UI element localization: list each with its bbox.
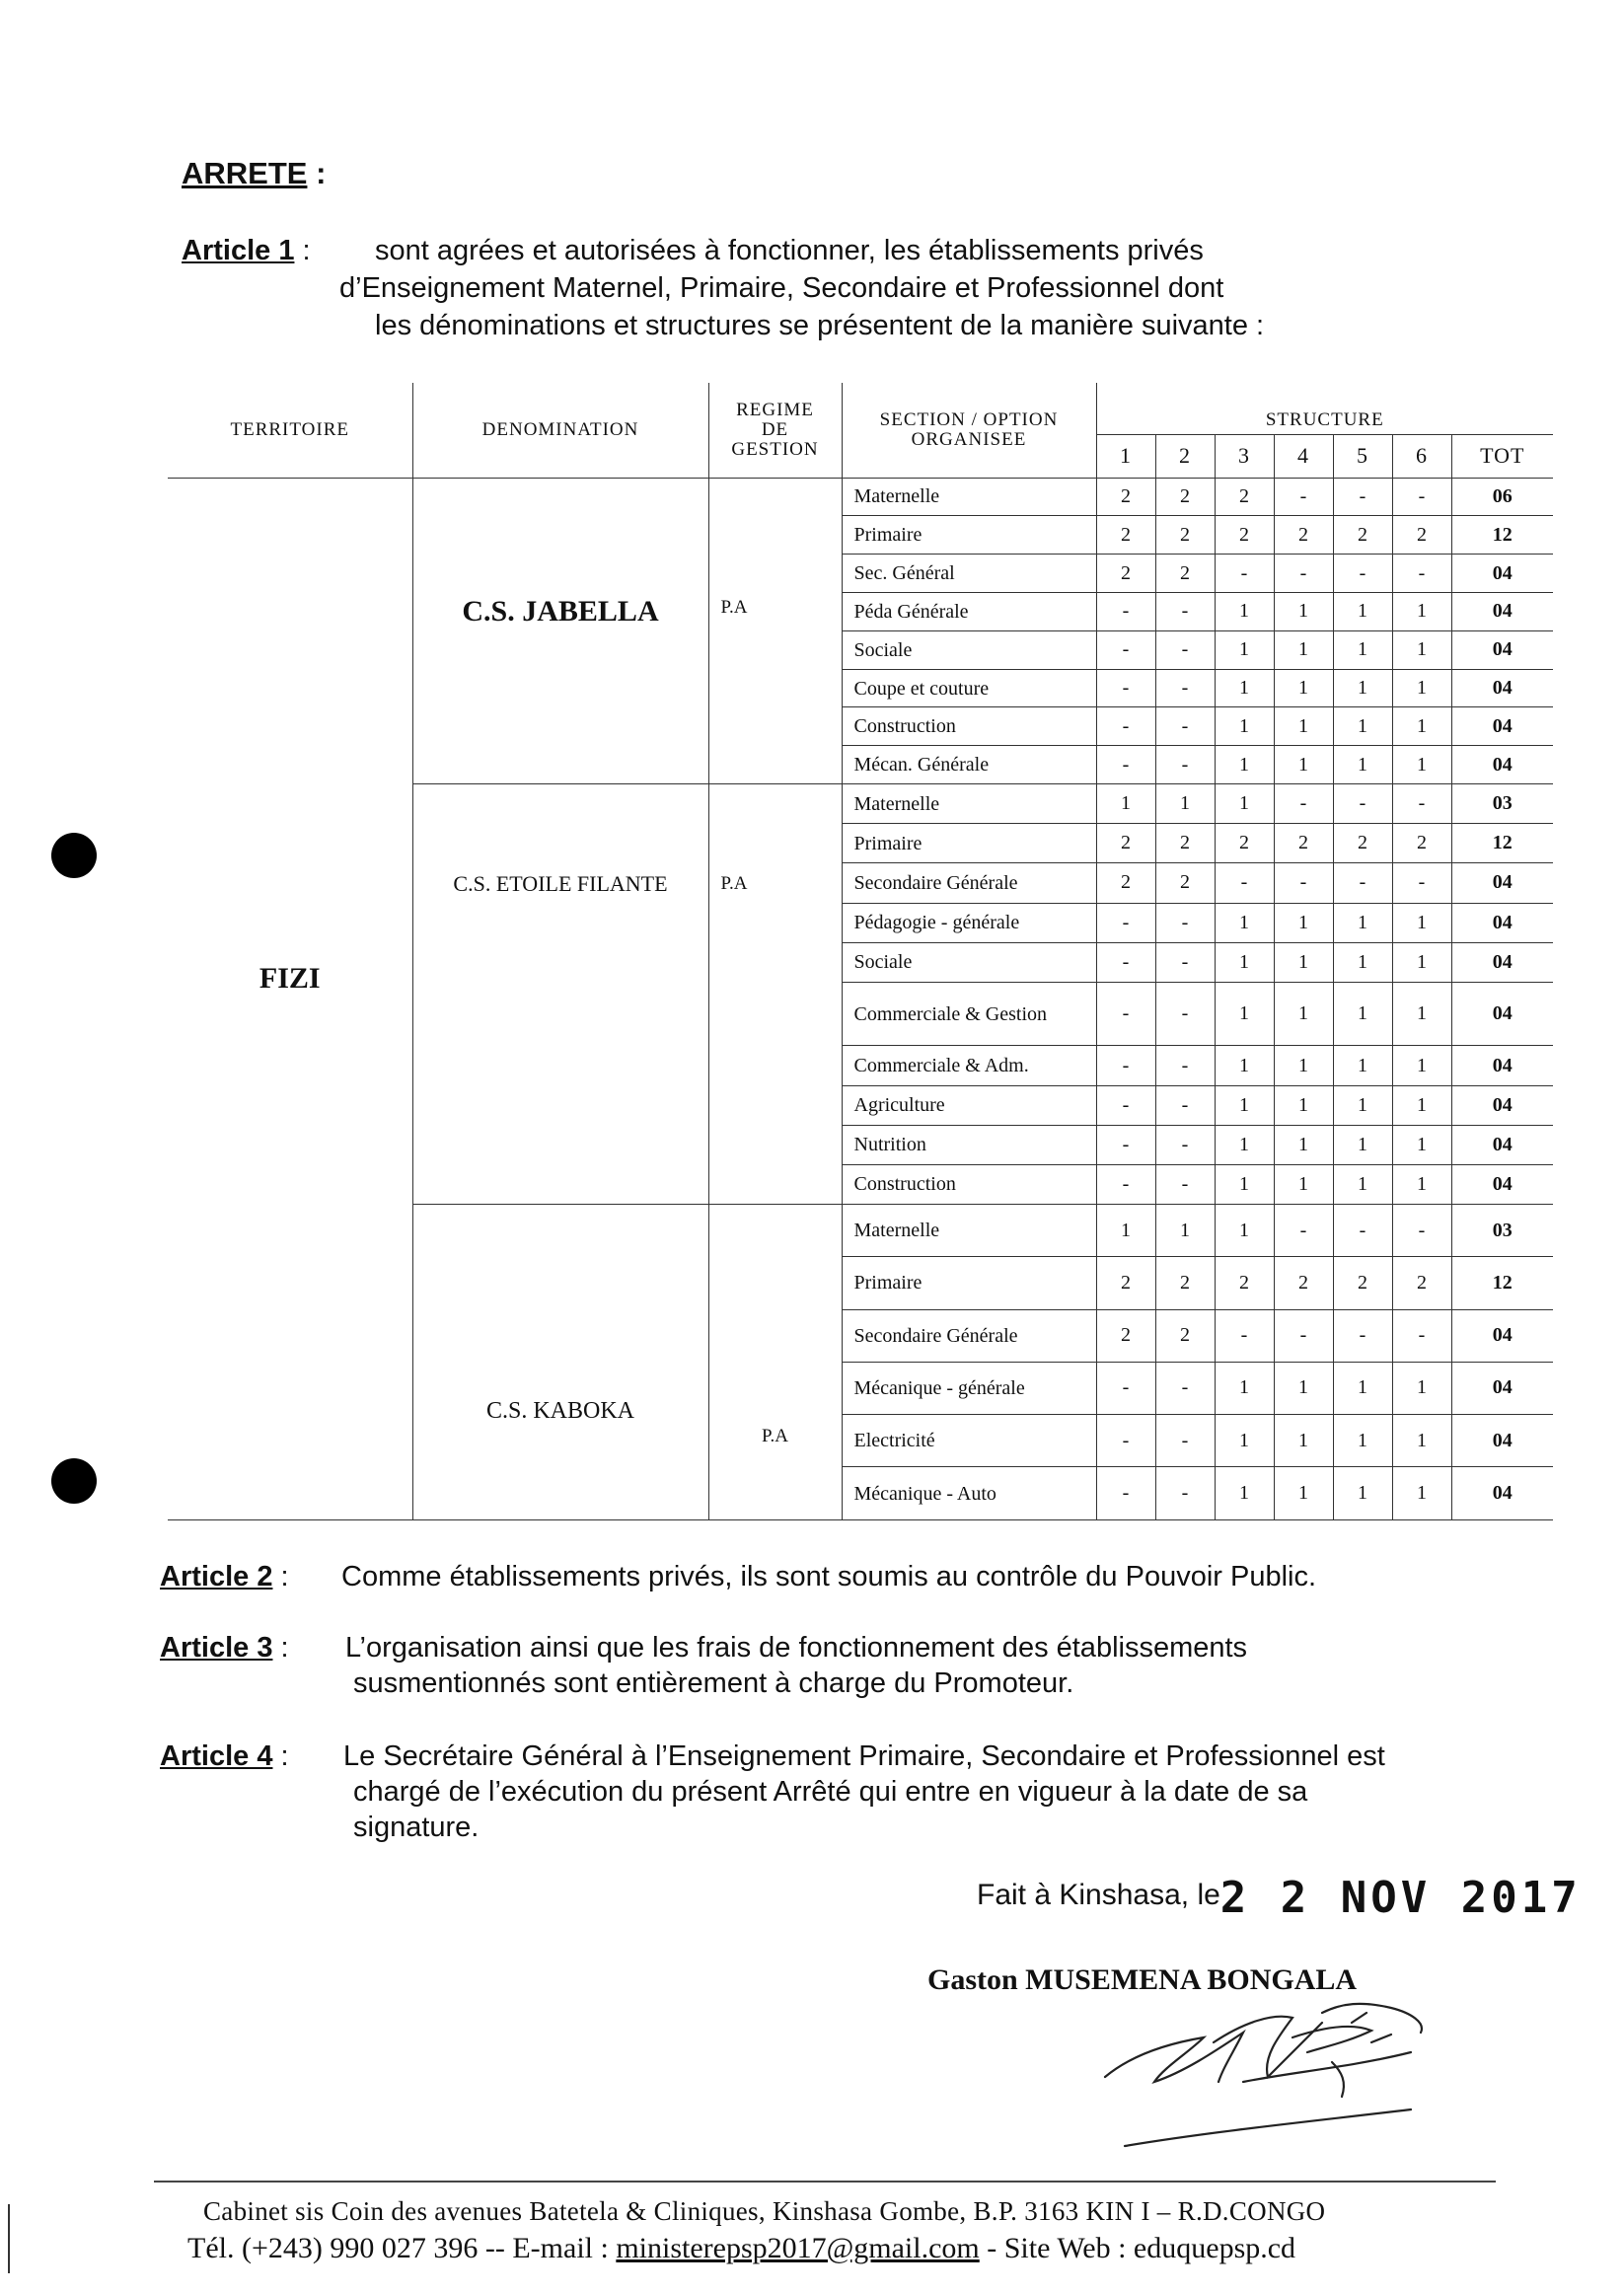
structure-value-cell: 1 [1392,1046,1451,1085]
structure-value-cell: 1 [1392,1164,1451,1204]
structure-value-cell: - [1155,1362,1215,1414]
structure-value-cell: 1 [1215,669,1274,707]
total-cell: 04 [1451,903,1553,942]
structure-value-cell: 1 [1215,1415,1274,1467]
structure-value-cell: 1 [1215,982,1274,1046]
footer-address: Cabinet sis Coin des avenues Batetela & Cliniques, Kinshasa Gombe, B.P. 3163 KIN I – R.D.CONGO [203,2196,1326,2226]
structure-value-cell: 1 [1274,1085,1333,1125]
section-option-cell: Mécanique - Auto [842,1467,1096,1520]
structure-value-cell: - [1274,1309,1333,1362]
article-4-line: chargé de l’exécution du présent Arrêté qui entre en vigueur à la date de sa [353,1776,1308,1808]
header-territoire: TERRITOIRE [168,383,412,478]
regime-cell [708,784,842,1205]
structure-value-cell: - [1155,1415,1215,1467]
structure-value-cell: - [1333,863,1392,903]
structure-value-cell: 1 [1274,1362,1333,1414]
structure-value-cell: 1 [1392,1467,1451,1520]
structure-value-cell: 1 [1274,707,1333,746]
structure-value-cell: 1 [1215,903,1274,942]
article-4-line: signature. [353,1812,480,1843]
structure-value-cell: 2 [1333,824,1392,863]
header-regime: REGIME DE GESTION [708,383,842,478]
article-4 [160,1739,1472,1857]
article-1-line: les dénominations et structures se présentent de la manière suivante : [375,310,1265,341]
section-option-cell: Sociale [842,630,1096,669]
article-3 [160,1630,1472,1709]
structure-value-cell: 1 [1274,903,1333,942]
header-col-3: 3 [1215,434,1274,478]
section-option-cell: Primaire [842,516,1096,555]
structure-value-cell: 2 [1392,516,1451,555]
article-2-label: Article 2 : [160,1561,289,1592]
structure-value-cell: - [1155,1467,1215,1520]
total-cell: 04 [1451,982,1553,1046]
section-option-cell: Secondaire Générale [842,1309,1096,1362]
total-cell: 04 [1451,746,1553,784]
structure-value-cell: 1 [1274,630,1333,669]
structure-value-cell: 1 [1333,669,1392,707]
structure-value-cell: 1 [1392,707,1451,746]
structure-value-cell: 2 [1155,555,1215,593]
structure-value-cell: - [1155,746,1215,784]
structure-value-cell: - [1333,478,1392,516]
structure-value-cell: 1 [1392,1125,1451,1164]
section-option-cell: Secondaire Générale [842,863,1096,903]
structure-value-cell: 1 [1333,982,1392,1046]
section-option-cell: Pédagogie - générale [842,903,1096,942]
structure-value-cell: 1 [1215,630,1274,669]
header-col-2: 2 [1155,434,1215,478]
structure-value-cell: - [1155,1085,1215,1125]
article-3-line: L’organisation ainsi que les frais de fonctionnement des établissements [345,1632,1248,1664]
structure-value-cell: 2 [1215,478,1274,516]
heading-suffix: : [307,156,327,190]
article-1-label: Article 1 : [182,235,311,266]
structure-value-cell: - [1392,478,1451,516]
footer-contact [187,2232,1295,2265]
section-option-cell: Mécanique - générale [842,1362,1096,1414]
structure-value-cell: - [1096,982,1155,1046]
structure-value-cell: 1 [1215,1085,1274,1125]
section-option-cell: Sec. Général [842,555,1096,593]
structure-value-cell: - [1274,784,1333,824]
structure-value-cell: 1 [1392,1362,1451,1414]
structure-value-cell: 1 [1392,942,1451,982]
structure-value-cell: 1 [1274,592,1333,630]
header-section: SECTION / OPTION ORGANISEE [842,383,1096,478]
structure-value-cell: - [1274,478,1333,516]
territory-cell: FIZI [168,478,412,1520]
total-cell: 04 [1451,1046,1553,1085]
structure-value-cell: 1 [1274,982,1333,1046]
article-4-label: Article 4 : [160,1740,289,1772]
header-denomination: DENOMINATION [412,383,708,478]
regime-cell [708,1204,842,1519]
structure-value-cell: 1 [1333,1467,1392,1520]
total-cell: 04 [1451,1362,1553,1414]
structure-value-cell: 2 [1215,516,1274,555]
structure-value-cell: 1 [1215,592,1274,630]
section-option-cell: Nutrition [842,1125,1096,1164]
total-cell: 04 [1451,1164,1553,1204]
section-option-cell: Mécan. Générale [842,746,1096,784]
article-2 [160,1559,1472,1598]
school-name: C.S. ETOILE FILANTE [453,871,668,897]
section-option-cell: Construction [842,1164,1096,1204]
structure-value-cell: 2 [1155,1257,1215,1309]
structure-value-cell: - [1155,1125,1215,1164]
total-cell: 04 [1451,942,1553,982]
structure-value-cell: 2 [1274,824,1333,863]
header-col-4: 4 [1274,434,1333,478]
structure-value-cell: 1 [1392,982,1451,1046]
article-1-line: d’Enseignement Maternel, Primaire, Secondaire et Professionnel dont [339,272,1224,304]
article-1 [182,233,1464,351]
structure-value-cell: - [1096,1125,1155,1164]
total-cell: 04 [1451,1085,1553,1125]
structure-value-cell: 2 [1096,555,1155,593]
structure-value-cell: - [1392,555,1451,593]
school-name-cell [412,1204,708,1519]
total-cell: 04 [1451,1467,1553,1520]
structure-value-cell: - [1155,707,1215,746]
structure-value-cell: 1 [1333,1085,1392,1125]
structure-value-cell: 2 [1096,1257,1155,1309]
total-cell: 12 [1451,516,1553,555]
structure-value-cell: - [1155,630,1215,669]
section-option-cell: Maternelle [842,1204,1096,1256]
structure-value-cell: 1 [1333,746,1392,784]
header-col-6: 6 [1392,434,1451,478]
structure-value-cell: - [1215,1309,1274,1362]
section-option-cell: Agriculture [842,1085,1096,1125]
structure-value-cell: 2 [1155,1309,1215,1362]
total-cell: 04 [1451,863,1553,903]
article-3-line: susmentionnés sont entièrement à charge du Promoteur. [353,1667,1074,1699]
structure-value-cell: 1 [1215,1046,1274,1085]
structure-value-cell: 1 [1274,1467,1333,1520]
signatory-name: Gaston MUSEMENA BONGALA [927,1963,1358,1996]
structure-value-cell: 1 [1215,746,1274,784]
structure-value-cell: - [1096,707,1155,746]
structure-value-cell: - [1333,555,1392,593]
structure-value-cell: 1 [1333,707,1392,746]
total-cell: 04 [1451,630,1553,669]
structure-value-cell: - [1096,669,1155,707]
structure-value-cell: 1 [1392,592,1451,630]
table-row [168,478,1553,516]
structure-value-cell: - [1096,1415,1155,1467]
schools-structure-table [168,383,1553,1520]
header-col-1: 1 [1096,434,1155,478]
structure-value-cell: 1 [1215,1164,1274,1204]
article-1-line: sont agrées et autorisées à fonctionner, les établissements privés [375,235,1204,266]
structure-value-cell: 1 [1215,1362,1274,1414]
structure-value-cell: - [1096,746,1155,784]
structure-value-cell: 2 [1096,478,1155,516]
header-structure: STRUCTURE [1096,383,1553,434]
structure-value-cell: 1 [1274,746,1333,784]
article-4-line: Le Secrétaire Général à l’Enseignement Primaire, Secondaire et Professionnel est [343,1740,1385,1772]
structure-value-cell: - [1392,784,1451,824]
structure-value-cell: 1 [1274,669,1333,707]
structure-value-cell: 1 [1215,1204,1274,1256]
structure-value-cell: 1 [1392,1415,1451,1467]
total-cell: 12 [1451,1257,1553,1309]
footer-divider [154,2181,1496,2183]
total-cell: 12 [1451,824,1553,863]
handwritten-signature [1095,1983,1470,2161]
structure-value-cell: 1 [1392,669,1451,707]
structure-value-cell: 1 [1333,592,1392,630]
structure-value-cell: 1 [1333,1046,1392,1085]
total-cell: 04 [1451,555,1553,593]
section-option-cell: Maternelle [842,478,1096,516]
section-option-cell: Coupe et couture [842,669,1096,707]
regime-value: P.A [762,1425,788,1446]
structure-value-cell: - [1215,555,1274,593]
structure-value-cell: - [1096,942,1155,982]
structure-value-cell: - [1215,863,1274,903]
structure-value-cell: 1 [1333,1125,1392,1164]
structure-value-cell: 1 [1096,1204,1155,1256]
article-2-text: Comme établissements privés, ils sont soumis au contrôle du Pouvoir Public. [341,1561,1317,1592]
structure-value-cell: 1 [1155,784,1215,824]
structure-value-cell: 1 [1274,1125,1333,1164]
structure-value-cell: - [1333,1204,1392,1256]
structure-value-cell: 2 [1096,824,1155,863]
structure-value-cell: 1 [1333,630,1392,669]
school-name: C.S. KABOKA [485,1397,635,1424]
structure-value-cell: 1 [1333,942,1392,982]
structure-value-cell: - [1155,1164,1215,1204]
structure-value-cell: 2 [1392,1257,1451,1309]
section-option-cell: Maternelle [842,784,1096,824]
section-option-cell: Péda Générale [842,592,1096,630]
decree-heading [182,156,326,191]
structure-value-cell: - [1333,1309,1392,1362]
structure-value-cell: - [1274,1204,1333,1256]
structure-value-cell: 1 [1155,1204,1215,1256]
header-col-5: 5 [1333,434,1392,478]
structure-value-cell: - [1155,592,1215,630]
structure-value-cell: - [1392,1309,1451,1362]
structure-value-cell: - [1096,1164,1155,1204]
structure-value-cell: 1 [1215,784,1274,824]
total-cell: 03 [1451,1204,1553,1256]
structure-value-cell: - [1096,1046,1155,1085]
structure-value-cell: 2 [1155,863,1215,903]
structure-value-cell: - [1096,1362,1155,1414]
structure-value-cell: - [1274,555,1333,593]
structure-value-cell: - [1274,863,1333,903]
structure-value-cell: - [1155,942,1215,982]
structure-value-cell: 1 [1333,1415,1392,1467]
structure-value-cell: 1 [1392,630,1451,669]
regime-value: P.A [720,873,748,895]
heading-label: ARRETE [182,156,308,190]
structure-value-cell: 1 [1215,942,1274,982]
structure-value-cell: - [1096,1085,1155,1125]
structure-value-cell: 2 [1274,516,1333,555]
total-cell: 04 [1451,669,1553,707]
structure-value-cell: 2 [1155,478,1215,516]
structure-value-cell: - [1333,784,1392,824]
structure-value-cell: 1 [1392,1085,1451,1125]
footer-email-link[interactable]: ministerepsp2017@gmail.com [616,2232,980,2264]
structure-value-cell: 1 [1096,784,1155,824]
structure-value-cell: 1 [1215,1125,1274,1164]
total-cell: 04 [1451,592,1553,630]
structure-value-cell: - [1096,592,1155,630]
total-cell: 04 [1451,1415,1553,1467]
structure-value-cell: - [1155,669,1215,707]
structure-value-cell: - [1096,903,1155,942]
section-option-cell: Construction [842,707,1096,746]
structure-value-cell: 1 [1215,1467,1274,1520]
structure-value-cell: 2 [1096,863,1155,903]
structure-value-cell: 2 [1096,516,1155,555]
structure-value-cell: 2 [1333,1257,1392,1309]
total-cell: 04 [1451,707,1553,746]
header-col-tot: TOT [1451,434,1553,478]
footer-website: - Site Web : eduquepsp.cd [979,2232,1296,2264]
structure-value-cell: 1 [1274,1046,1333,1085]
structure-value-cell: 1 [1274,942,1333,982]
structure-value-cell: 2 [1096,1309,1155,1362]
structure-value-cell: 2 [1392,824,1451,863]
footer-phone: Tél. (+243) 990 027 396 -- E-mail : [187,2232,617,2264]
structure-value-cell: 2 [1155,516,1215,555]
place-and-date [977,1865,1582,1923]
binder-hole-mark [51,1458,97,1504]
school-name-cell [412,478,708,784]
structure-value-cell: - [1392,1204,1451,1256]
article-3-label: Article 3 : [160,1632,289,1664]
structure-value-cell: 1 [1333,1362,1392,1414]
school-name: C.S. JABELLA [462,594,659,628]
section-option-cell: Commerciale & Gestion [842,982,1096,1046]
structure-value-cell: 2 [1155,824,1215,863]
total-cell: 04 [1451,1125,1553,1164]
total-cell: 03 [1451,784,1553,824]
structure-value-cell: 1 [1333,1164,1392,1204]
place-text: Fait à Kinshasa, le [977,1879,1220,1911]
section-option-cell: Electricité [842,1415,1096,1467]
structure-value-cell: 1 [1392,746,1451,784]
structure-value-cell: 1 [1333,903,1392,942]
structure-value-cell: - [1155,903,1215,942]
section-option-cell: Primaire [842,1257,1096,1309]
total-cell: 04 [1451,1309,1553,1362]
structure-value-cell: - [1096,1467,1155,1520]
section-option-cell: Sociale [842,942,1096,982]
date-stamp: 2 2 NOV 2017 [1219,1873,1582,1923]
structure-value-cell: 1 [1392,903,1451,942]
structure-value-cell: - [1155,1046,1215,1085]
structure-value-cell: 1 [1274,1415,1333,1467]
structure-value-cell: 1 [1274,1164,1333,1204]
structure-value-cell: - [1155,982,1215,1046]
structure-value-cell: 2 [1274,1257,1333,1309]
structure-value-cell: - [1392,863,1451,903]
binder-hole-mark [51,833,97,878]
school-name-cell [412,784,708,1205]
structure-value-cell: - [1096,630,1155,669]
regime-value: P.A [720,596,748,618]
scan-edge-mark [8,2204,10,2273]
section-option-cell: Primaire [842,824,1096,863]
structure-value-cell: 1 [1215,707,1274,746]
structure-value-cell: 2 [1333,516,1392,555]
section-option-cell: Commerciale & Adm. [842,1046,1096,1085]
total-cell: 06 [1451,478,1553,516]
structure-value-cell: 2 [1215,1257,1274,1309]
structure-value-cell: 2 [1215,824,1274,863]
regime-cell [708,478,842,784]
